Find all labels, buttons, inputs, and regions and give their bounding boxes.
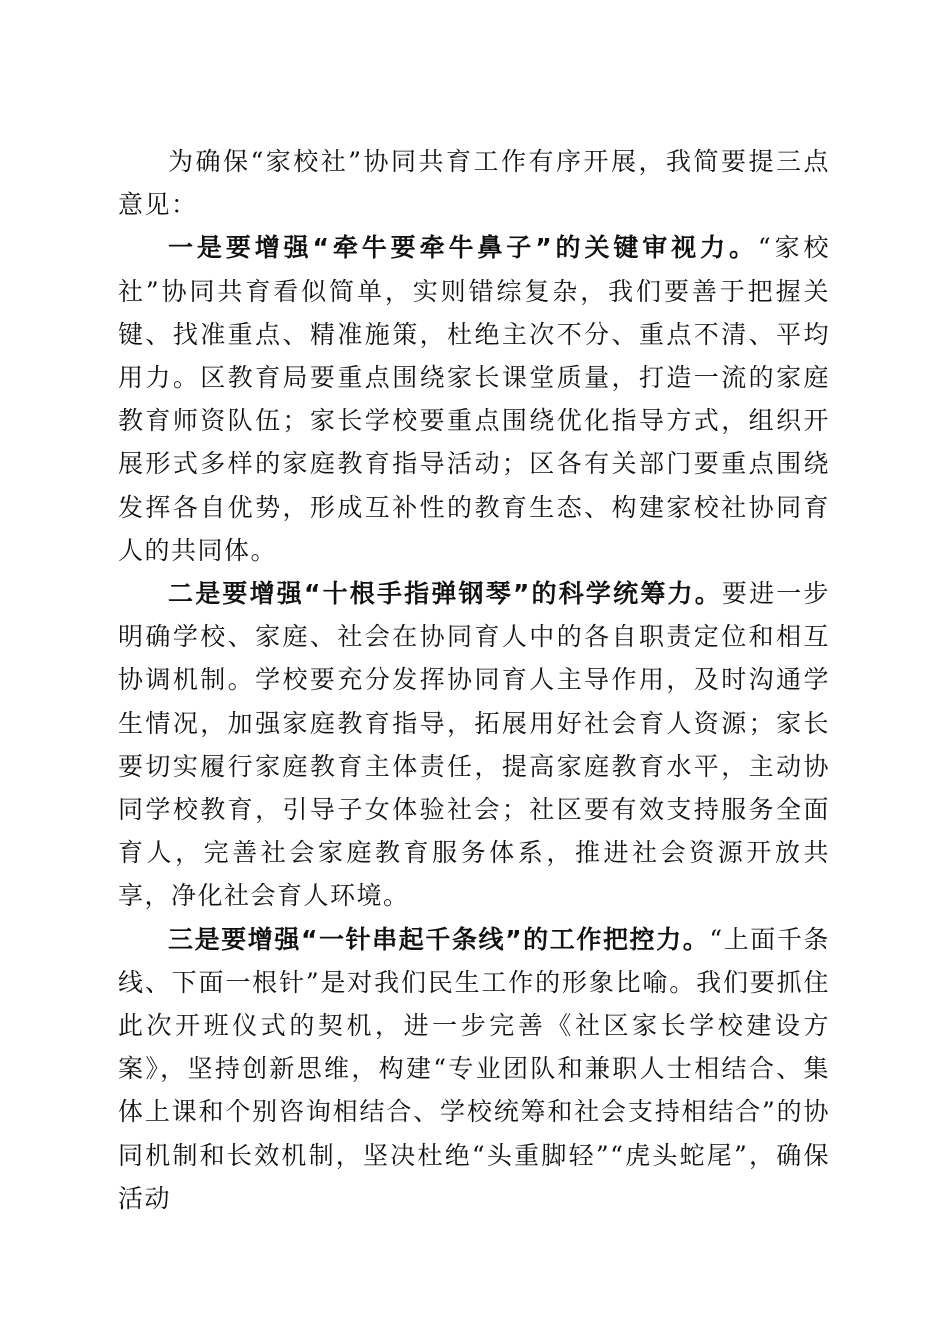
paragraph-point-two — [118, 572, 830, 918]
document-body — [118, 140, 830, 1220]
paragraph-lead: 二是要增强“十根手指弹钢琴”的科学统筹力。 — [168, 579, 722, 609]
paragraph-text: “家校社”协同共育看似简单，实则错综复杂，我们要善于把握关键、找准重点、精准施策，杜绝主次不分、重点不清、平均用力。区教育局要重点围绕家长课堂质量，打造一流的家庭教育师资队伍；家长学校要重点围绕优化指导方式，组织开展形式多样的家庭教育指导活动；区各有关部门要重点围绕发挥各自优势，形成互补性的教育生态、构建家校社协同育人的共同体。 — [118, 233, 830, 565]
paragraph-text: 要进一步明确学校、家庭、社会在协同育人中的各自职责定位和相互协调机制。学校要充分发挥协同育人主导作用，及时沟通学生情况，加强家庭教育指导，拓展用好社会育人资源；家长要切实履行家庭教育主体责任，提高家庭教育水平，主动协同学校教育，引导子女体验社会；社区要有效支持服务全面育人，完善社会家庭教育服务体系，推进社会资源开放共享，净化社会育人环境。 — [118, 579, 830, 911]
paragraph-point-one — [118, 226, 830, 572]
paragraph-lead: 三是要增强“一针串起千条线”的工作把控力。 — [168, 924, 710, 954]
paragraph-intro — [118, 140, 830, 226]
paragraph-point-three — [118, 918, 830, 1220]
paragraph-lead: 一是要增强“牵牛要牵牛鼻子”的关键审视力。 — [168, 233, 758, 263]
paragraph-text: 为确保“家校社”协同共育工作有序开展，我简要提三点意见： — [118, 147, 830, 220]
paragraph-text: “上面千条线、下面一根针”是对我们民生工作的形象比喻。我们要抓住此次开班仪式的契机，进一步完善《社区家长学校建设方案》，坚持创新思维，构建“专业团队和兼职人士相结合、集体上课和个别咨询相结合、学校统筹和社会支持相结合”的协同机制和长效机制，坚决杜绝“头重脚轻”“虎头蛇尾”，确保活动 — [118, 924, 830, 1213]
